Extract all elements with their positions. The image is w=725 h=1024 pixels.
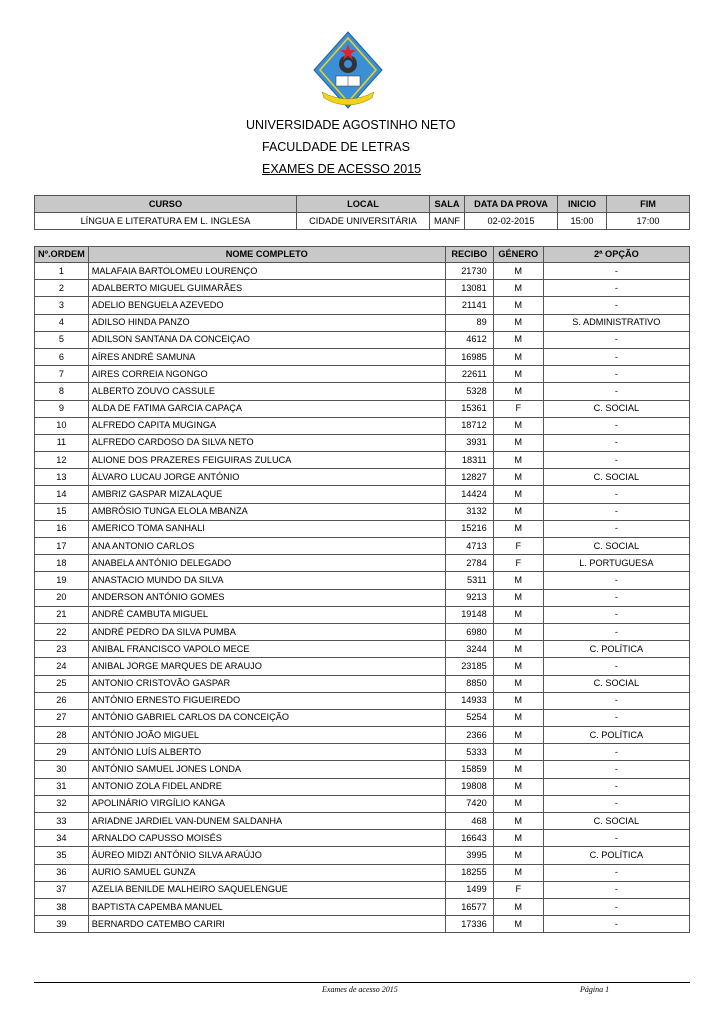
row-opcao: - xyxy=(543,778,689,795)
row-opcao: - xyxy=(543,280,689,297)
row-recibo: 18255 xyxy=(445,864,493,881)
students-header-row xyxy=(35,247,690,263)
row-genero: M xyxy=(493,280,543,297)
table-row xyxy=(35,263,690,280)
row-genero: F xyxy=(493,538,543,555)
row-ordem: 3 xyxy=(35,297,89,314)
row-ordem: 6 xyxy=(35,348,89,365)
row-nome: ANABELA ANTÓNIO DELEGADO xyxy=(88,555,445,572)
row-ordem: 34 xyxy=(35,830,89,847)
row-ordem: 36 xyxy=(35,864,89,881)
row-nome: ANASTACIO MUNDO DA SILVA xyxy=(88,572,445,589)
row-opcao: - xyxy=(543,520,689,537)
row-recibo: 9213 xyxy=(445,589,493,606)
row-ordem: 24 xyxy=(35,658,89,675)
row-genero: M xyxy=(493,383,543,400)
col-inicio: INICIO xyxy=(558,196,607,213)
row-ordem: 12 xyxy=(35,452,89,469)
row-ordem: 38 xyxy=(35,898,89,915)
row-genero: M xyxy=(493,331,543,348)
row-genero: M xyxy=(493,520,543,537)
row-nome: ARNALDO CAPUSSO MOISÉS xyxy=(88,830,445,847)
row-ordem: 11 xyxy=(35,434,89,451)
row-ordem: 27 xyxy=(35,709,89,726)
table-row xyxy=(35,589,690,606)
row-recibo: 5333 xyxy=(445,744,493,761)
row-opcao: - xyxy=(543,348,689,365)
row-genero: M xyxy=(493,641,543,658)
row-genero: M xyxy=(493,469,543,486)
row-opcao: - xyxy=(543,623,689,640)
row-recibo: 22611 xyxy=(445,366,493,383)
row-recibo: 13081 xyxy=(445,280,493,297)
row-nome: AMBRIZ GASPAR MIZALAQUE xyxy=(88,486,445,503)
row-nome: ADELIO BENGUELA AZEVEDO xyxy=(88,297,445,314)
row-recibo: 89 xyxy=(445,314,493,331)
row-recibo: 7420 xyxy=(445,795,493,812)
row-recibo: 19148 xyxy=(445,606,493,623)
row-ordem: 5 xyxy=(35,331,89,348)
row-opcao: - xyxy=(543,864,689,881)
row-genero: M xyxy=(493,658,543,675)
table-row xyxy=(35,538,690,555)
col-data: DATA DA PROVA xyxy=(465,196,558,213)
row-genero: M xyxy=(493,761,543,778)
university-title: UNIVERSIDADE AGOSTINHO NETO xyxy=(246,118,456,132)
table-row xyxy=(35,795,690,812)
row-recibo: 2366 xyxy=(445,727,493,744)
row-opcao: - xyxy=(543,383,689,400)
page-number: Página 1 xyxy=(580,985,610,994)
row-recibo: 16577 xyxy=(445,898,493,915)
row-opcao: L. PORTUGUESA xyxy=(543,555,689,572)
row-opcao: C. SOCIAL xyxy=(543,675,689,692)
row-nome: AZELIA BENILDE MALHEIRO SAQUELENGUE xyxy=(88,881,445,898)
row-opcao: - xyxy=(543,881,689,898)
exam-title: EXAMES DE ACESSO 2015 xyxy=(262,162,422,176)
row-nome: BERNARDO CATEMBO CARIRI xyxy=(88,916,445,933)
row-recibo: 17336 xyxy=(445,916,493,933)
row-nome: ALIONE DOS PRAZERES FEIGUIRAS ZULUCA xyxy=(88,452,445,469)
row-recibo: 6980 xyxy=(445,623,493,640)
table-row xyxy=(35,606,690,623)
row-nome: ÁUREO MIDZI ANTÓNIO SILVA ARAÚJO xyxy=(88,847,445,864)
col-genero: GÉNERO xyxy=(493,247,543,263)
course-start: 15:00 xyxy=(558,213,607,230)
row-ordem: 16 xyxy=(35,520,89,537)
table-row xyxy=(35,916,690,933)
row-recibo: 5254 xyxy=(445,709,493,726)
row-recibo: 14424 xyxy=(445,486,493,503)
footer-divider xyxy=(34,982,690,983)
row-ordem: 39 xyxy=(35,916,89,933)
course-row xyxy=(35,213,690,230)
table-row xyxy=(35,383,690,400)
row-nome: ÁLVARO LUCAU JORGE ANTÓNIO xyxy=(88,469,445,486)
col-ordem: Nº.ORDEM xyxy=(35,247,89,263)
table-row xyxy=(35,675,690,692)
row-nome: AURIO SAMUEL GUNZA xyxy=(88,864,445,881)
col-opcao: 2ª OPÇÃO xyxy=(543,247,689,263)
row-genero: M xyxy=(493,727,543,744)
row-genero: M xyxy=(493,486,543,503)
row-opcao: - xyxy=(543,606,689,623)
row-nome: ADILSO HINDA PANZO xyxy=(88,314,445,331)
row-genero: M xyxy=(493,916,543,933)
row-opcao: - xyxy=(543,331,689,348)
row-opcao: - xyxy=(543,898,689,915)
row-opcao: - xyxy=(543,709,689,726)
row-opcao: C. SOCIAL xyxy=(543,469,689,486)
row-genero: M xyxy=(493,366,543,383)
course-name: LÍNGUA E LITERATURA EM L. INGLESA xyxy=(35,213,297,230)
row-recibo: 2784 xyxy=(445,555,493,572)
table-row xyxy=(35,709,690,726)
row-nome: ALDA DE FATIMA GARCIA CAPAÇA xyxy=(88,400,445,417)
row-nome: ALFREDO CAPITA MUGINGA xyxy=(88,417,445,434)
row-opcao: - xyxy=(543,916,689,933)
row-genero: M xyxy=(493,572,543,589)
table-row xyxy=(35,830,690,847)
table-row xyxy=(35,297,690,314)
row-nome: APOLINÁRIO VIRGÍLIO KANGA xyxy=(88,795,445,812)
row-genero: M xyxy=(493,813,543,830)
row-genero: M xyxy=(493,417,543,434)
table-row xyxy=(35,331,690,348)
row-recibo: 23185 xyxy=(445,658,493,675)
row-recibo: 468 xyxy=(445,813,493,830)
row-nome: ADALBERTO MIGUEL GUIMARÃES xyxy=(88,280,445,297)
row-genero: M xyxy=(493,589,543,606)
row-ordem: 10 xyxy=(35,417,89,434)
row-opcao: - xyxy=(543,658,689,675)
row-nome: ANTÓNIO LUÍS ALBERTO xyxy=(88,744,445,761)
row-recibo: 16643 xyxy=(445,830,493,847)
col-curso: CURSO xyxy=(35,196,297,213)
row-genero: M xyxy=(493,314,543,331)
row-ordem: 9 xyxy=(35,400,89,417)
course-table xyxy=(34,195,690,230)
row-nome: AIRES CORREIA NGONGO xyxy=(88,366,445,383)
row-ordem: 31 xyxy=(35,778,89,795)
row-genero: M xyxy=(493,795,543,812)
row-recibo: 18712 xyxy=(445,417,493,434)
row-nome: ANTONIO ZOLA FIDEL ANDRE xyxy=(88,778,445,795)
row-ordem: 21 xyxy=(35,606,89,623)
row-opcao: C. SOCIAL xyxy=(543,400,689,417)
row-ordem: 13 xyxy=(35,469,89,486)
row-recibo: 3995 xyxy=(445,847,493,864)
row-opcao: S. ADMINISTRATIVO xyxy=(543,314,689,331)
table-row xyxy=(35,658,690,675)
faculty-title: FACULDADE DE LETRAS xyxy=(262,140,410,154)
row-ordem: 20 xyxy=(35,589,89,606)
row-nome: AMERICO TOMA SANHALI xyxy=(88,520,445,537)
row-nome: AÍRES ANDRÉ SAMUNA xyxy=(88,348,445,365)
row-recibo: 12827 xyxy=(445,469,493,486)
row-opcao: C. POLÍTICA xyxy=(543,727,689,744)
row-opcao: - xyxy=(543,452,689,469)
course-local: CIDADE UNIVERSITÁRIA xyxy=(297,213,430,230)
row-recibo: 15859 xyxy=(445,761,493,778)
table-row xyxy=(35,366,690,383)
row-nome: ANDRÉ CAMBUTA MIGUEL xyxy=(88,606,445,623)
row-nome: ANDRÉ PEDRO DA SILVA PUMBA xyxy=(88,623,445,640)
course-end: 17:00 xyxy=(607,213,690,230)
row-nome: ADILSON SANTANA DA CONCEIÇAO xyxy=(88,331,445,348)
table-row xyxy=(35,847,690,864)
row-recibo: 14933 xyxy=(445,692,493,709)
table-row xyxy=(35,761,690,778)
row-genero: M xyxy=(493,898,543,915)
row-genero: M xyxy=(493,452,543,469)
row-nome: ALBERTO ZOUVO CASSULE xyxy=(88,383,445,400)
row-opcao: - xyxy=(543,572,689,589)
row-opcao: - xyxy=(543,744,689,761)
row-genero: F xyxy=(493,881,543,898)
row-recibo: 21730 xyxy=(445,263,493,280)
course-header-row xyxy=(35,196,690,213)
table-row xyxy=(35,520,690,537)
row-nome: ANTÓNIO JOÃO MIGUEL xyxy=(88,727,445,744)
row-recibo: 15216 xyxy=(445,520,493,537)
table-row xyxy=(35,400,690,417)
table-row xyxy=(35,314,690,331)
row-ordem: 8 xyxy=(35,383,89,400)
row-ordem: 15 xyxy=(35,503,89,520)
row-ordem: 1 xyxy=(35,263,89,280)
row-genero: M xyxy=(493,864,543,881)
table-row xyxy=(35,727,690,744)
course-sala: MANF xyxy=(430,213,465,230)
row-nome: AMBRÓSIO TUNGA ELOLA MBANZA xyxy=(88,503,445,520)
footer-title: Exames de acesso 2015 xyxy=(322,985,398,994)
row-opcao: C. POLÍTICA xyxy=(543,641,689,658)
row-nome: ANTONIO CRISTOVÃO GASPAR xyxy=(88,675,445,692)
row-nome: BAPTISTA CAPEMBA MANUEL xyxy=(88,898,445,915)
row-ordem: 4 xyxy=(35,314,89,331)
row-opcao: - xyxy=(543,297,689,314)
table-row xyxy=(35,641,690,658)
col-nome: NOME COMPLETO xyxy=(88,247,445,263)
table-row xyxy=(35,348,690,365)
row-genero: F xyxy=(493,400,543,417)
row-opcao: C. POLÍTICA xyxy=(543,847,689,864)
row-nome: ANTÓNIO GABRIEL CARLOS DA CONCEIÇÃO xyxy=(88,709,445,726)
row-opcao: - xyxy=(543,366,689,383)
row-genero: M xyxy=(493,709,543,726)
row-nome: ANDERSON ANTÓNIO GOMES xyxy=(88,589,445,606)
table-row xyxy=(35,744,690,761)
row-ordem: 23 xyxy=(35,641,89,658)
row-nome: ANIBAL JORGE MARQUES DE ARAUJO xyxy=(88,658,445,675)
row-genero: M xyxy=(493,263,543,280)
row-ordem: 18 xyxy=(35,555,89,572)
row-recibo: 5311 xyxy=(445,572,493,589)
row-ordem: 32 xyxy=(35,795,89,812)
row-ordem: 33 xyxy=(35,813,89,830)
row-genero: M xyxy=(493,675,543,692)
table-row xyxy=(35,623,690,640)
row-ordem: 37 xyxy=(35,881,89,898)
row-genero: M xyxy=(493,348,543,365)
row-genero: M xyxy=(493,297,543,314)
row-recibo: 18311 xyxy=(445,452,493,469)
row-recibo: 1499 xyxy=(445,881,493,898)
row-opcao: - xyxy=(543,589,689,606)
row-ordem: 7 xyxy=(35,366,89,383)
row-recibo: 3931 xyxy=(445,434,493,451)
row-opcao: - xyxy=(543,830,689,847)
row-opcao: - xyxy=(543,434,689,451)
table-row xyxy=(35,417,690,434)
table-row xyxy=(35,572,690,589)
row-genero: M xyxy=(493,778,543,795)
students-table xyxy=(34,246,690,933)
row-ordem: 14 xyxy=(35,486,89,503)
row-genero: F xyxy=(493,555,543,572)
table-row xyxy=(35,280,690,297)
row-ordem: 30 xyxy=(35,761,89,778)
row-recibo: 3132 xyxy=(445,503,493,520)
row-recibo: 5328 xyxy=(445,383,493,400)
students-body xyxy=(35,263,690,933)
row-nome: ANIBAL FRANCISCO VAPOLO MECE xyxy=(88,641,445,658)
row-ordem: 22 xyxy=(35,623,89,640)
table-row xyxy=(35,898,690,915)
row-ordem: 25 xyxy=(35,675,89,692)
table-row xyxy=(35,469,690,486)
row-ordem: 28 xyxy=(35,727,89,744)
row-opcao: - xyxy=(543,263,689,280)
table-row xyxy=(35,864,690,881)
row-recibo: 3244 xyxy=(445,641,493,658)
table-row xyxy=(35,434,690,451)
row-recibo: 16985 xyxy=(445,348,493,365)
row-genero: M xyxy=(493,847,543,864)
row-genero: M xyxy=(493,623,543,640)
row-genero: M xyxy=(493,606,543,623)
row-genero: M xyxy=(493,692,543,709)
row-opcao: - xyxy=(543,503,689,520)
row-opcao: - xyxy=(543,761,689,778)
row-ordem: 26 xyxy=(35,692,89,709)
row-recibo: 19808 xyxy=(445,778,493,795)
row-nome: ANTÓNIO ERNESTO FIGUEIREDO xyxy=(88,692,445,709)
row-nome: ALFREDO CARDOSO DA SILVA NETO xyxy=(88,434,445,451)
row-opcao: C. SOCIAL xyxy=(543,538,689,555)
row-nome: ARIADNE JARDIEL VAN-DUNEM SALDANHA xyxy=(88,813,445,830)
col-local: LOCAL xyxy=(297,196,430,213)
table-row xyxy=(35,452,690,469)
row-nome: ANTÓNIO SAMUEL JONES LONDA xyxy=(88,761,445,778)
col-sala: SALA xyxy=(430,196,465,213)
table-row xyxy=(35,778,690,795)
row-ordem: 17 xyxy=(35,538,89,555)
row-genero: M xyxy=(493,503,543,520)
row-recibo: 21141 xyxy=(445,297,493,314)
row-ordem: 29 xyxy=(35,744,89,761)
row-ordem: 2 xyxy=(35,280,89,297)
table-row xyxy=(35,503,690,520)
row-nome: MALAFAIA BARTOLOMEU LOURENÇO xyxy=(88,263,445,280)
row-nome: ANA ANTONIO CARLOS xyxy=(88,538,445,555)
row-opcao: C. SOCIAL xyxy=(543,813,689,830)
row-recibo: 4612 xyxy=(445,331,493,348)
university-logo xyxy=(312,30,384,112)
row-recibo: 4713 xyxy=(445,538,493,555)
col-recibo: RECIBO xyxy=(445,247,493,263)
col-fim: FIM xyxy=(607,196,690,213)
table-row xyxy=(35,813,690,830)
row-opcao: - xyxy=(543,795,689,812)
table-row xyxy=(35,692,690,709)
row-opcao: - xyxy=(543,692,689,709)
row-recibo: 15361 xyxy=(445,400,493,417)
row-genero: M xyxy=(493,744,543,761)
row-genero: M xyxy=(493,830,543,847)
row-opcao: - xyxy=(543,417,689,434)
course-date: 02-02-2015 xyxy=(465,213,558,230)
table-row xyxy=(35,881,690,898)
row-genero: M xyxy=(493,434,543,451)
row-recibo: 8850 xyxy=(445,675,493,692)
row-ordem: 35 xyxy=(35,847,89,864)
table-row xyxy=(35,555,690,572)
row-opcao: - xyxy=(543,486,689,503)
row-ordem: 19 xyxy=(35,572,89,589)
table-row xyxy=(35,486,690,503)
